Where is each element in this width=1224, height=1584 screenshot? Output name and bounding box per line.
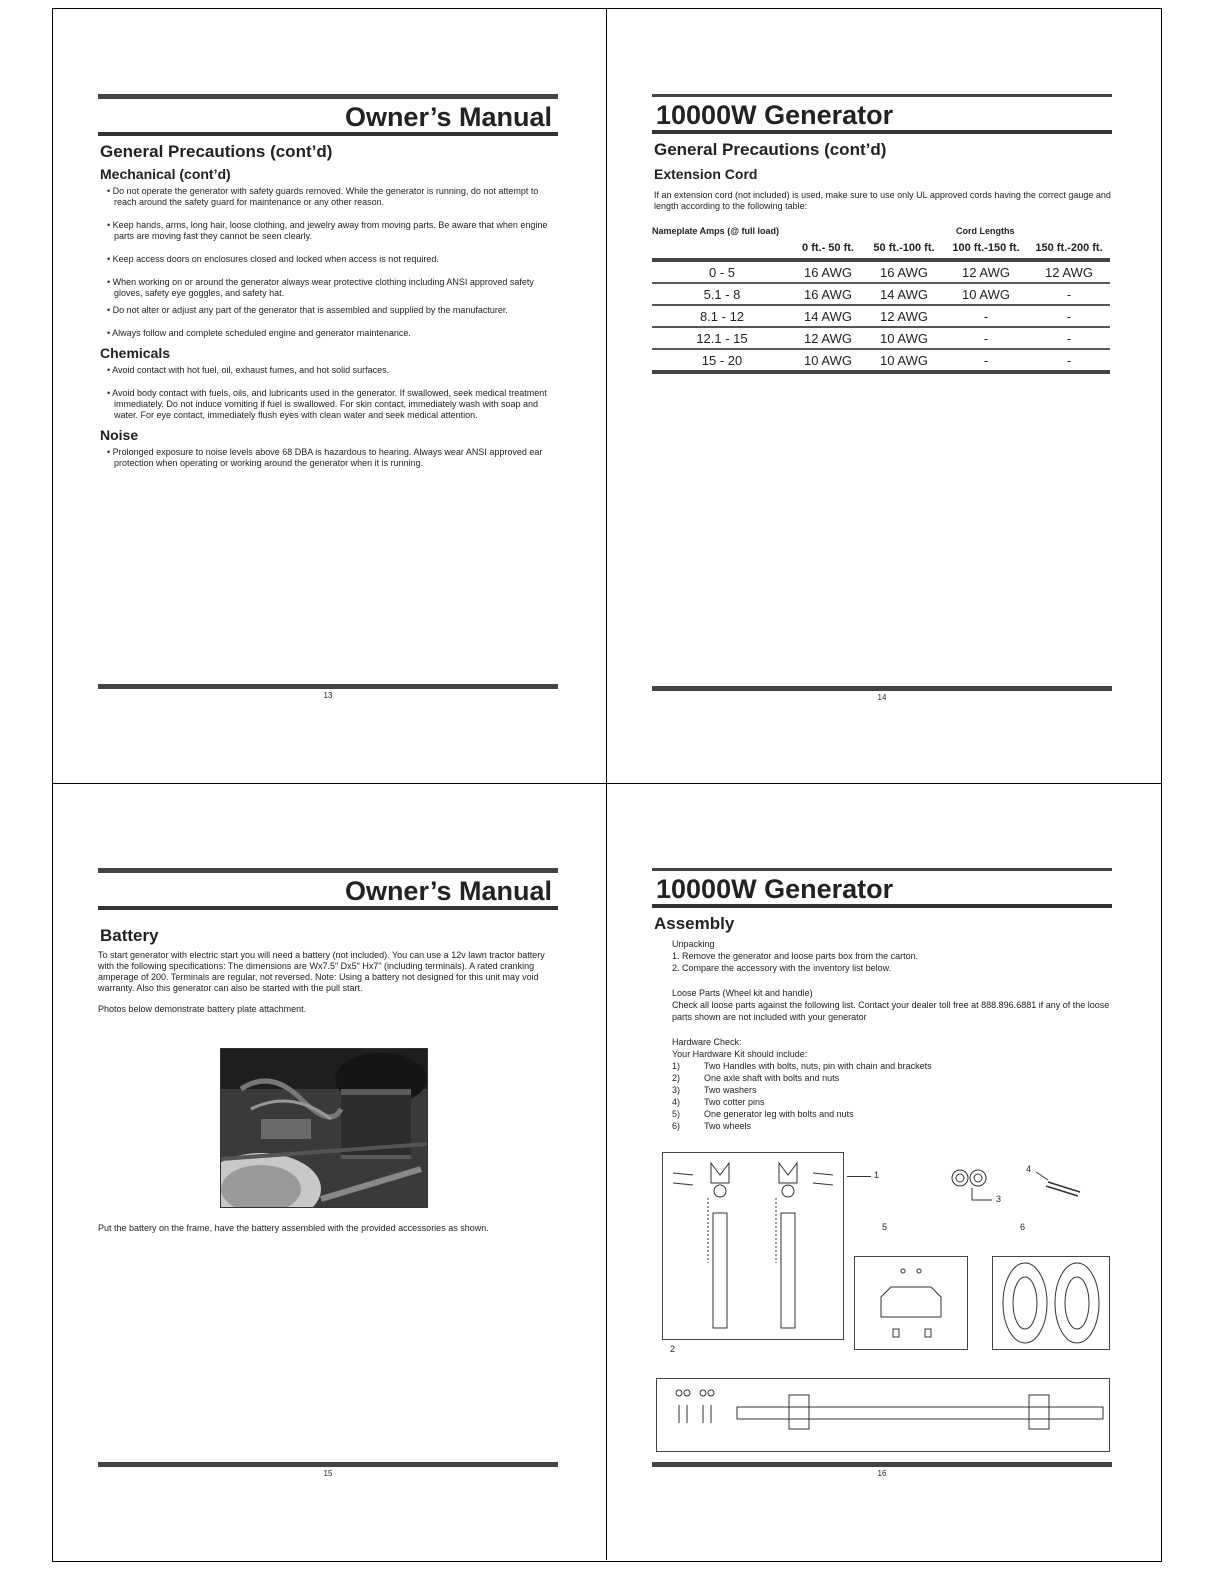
cell: - bbox=[1028, 305, 1110, 327]
col-header: 0 ft.- 50 ft. bbox=[802, 242, 854, 254]
bullet: • Prolonged exposure to noise levels above 68 DBA is hazardous to hearing. Always wear ANSI approved ear protection when operating or working around the generator when it is running. bbox=[107, 447, 543, 468]
cell: - bbox=[1028, 327, 1110, 349]
cord-table bbox=[652, 238, 1110, 374]
figure-label-4: 4 bbox=[1026, 1164, 1032, 1174]
page-header: 10000W Generator bbox=[656, 100, 894, 130]
loose-parts-title: Loose Parts (Wheel kit and handle) bbox=[672, 988, 813, 998]
cell: - bbox=[944, 305, 1028, 327]
hardware-title: Hardware Check: bbox=[672, 1037, 742, 1047]
unpacking-block bbox=[672, 938, 1112, 974]
cell: 16 AWG bbox=[864, 262, 944, 283]
label-line-1 bbox=[847, 1176, 871, 1177]
section-title: Assembly bbox=[654, 914, 735, 933]
battery-text: To start generator with electric start you will need a battery (not included). You can use a 12v lawn tractor battery with the following specifications: The dimensions are Wx7.5" Dx5" Hx7" (including terminals). A rated cranking amperage of 200. Terminals are regular, not reversed. Note: Using a battery not designed for this unit may void warranty. Also this generator can also be started with the pull start. bbox=[98, 950, 545, 993]
page-header: Owner’s Manual bbox=[344, 876, 552, 906]
page-16 bbox=[652, 868, 1112, 1478]
cell: 10 AWG bbox=[880, 352, 928, 368]
figure-label-1: 1 bbox=[874, 1170, 880, 1180]
cell: 10 AWG bbox=[804, 352, 852, 368]
bullet: • Avoid body contact with fuels, oils, and lubricants used in the generator. If swallowed, seek medical treatment immediately. Do not induce vomiting if fuel is swallowed. For skin contact, immediately wash with soap and water. For eye contact, immediately flush eyes with clean water and seek medical attention. bbox=[107, 388, 547, 420]
list-item: 6) Two wheels bbox=[672, 1121, 752, 1131]
bullet: • Avoid contact with hot fuel, oil, exhaust fumes, and hot solid surfaces. bbox=[107, 365, 390, 375]
page-header: 10000W Generator bbox=[656, 874, 894, 904]
figure-label-3: 3 bbox=[996, 1194, 1002, 1204]
washers-icon bbox=[950, 1168, 1000, 1213]
col-header: 100 ft.-150 ft. bbox=[952, 242, 1020, 254]
header-rule bbox=[652, 904, 1112, 908]
cell: 0 - 5 bbox=[652, 262, 792, 283]
section-title: Battery bbox=[100, 926, 159, 945]
cell: 12 AWG bbox=[944, 262, 1028, 283]
unpacking-step: 1. Remove the generator and loose parts box from the carton. bbox=[672, 951, 919, 961]
bullet: • Keep hands, arms, long hair, loose clothing, and jewelry away from moving parts. Be aware that when engine parts are moving fast they cannot be seen clearly. bbox=[107, 220, 548, 241]
cell: 16 AWG bbox=[792, 283, 864, 305]
subsection-extension-cord: Extension Cord bbox=[654, 166, 758, 182]
hardware-block bbox=[672, 1036, 1112, 1132]
subsection-noise: Noise bbox=[100, 427, 139, 443]
cell: - bbox=[944, 327, 1028, 349]
table-header-top bbox=[652, 226, 1112, 238]
page-footer bbox=[652, 1462, 1112, 1478]
col-group-label: Cord Lengths bbox=[956, 226, 1015, 236]
page-number: 13 bbox=[323, 691, 333, 700]
table-row bbox=[652, 327, 1110, 349]
cell: 14 AWG bbox=[792, 305, 864, 327]
table-row bbox=[652, 283, 1110, 305]
cell: - bbox=[1066, 352, 1072, 368]
page-15 bbox=[98, 868, 558, 1478]
bullet: • Do not alter or adjust any part of the generator that is assembled and supplied by the manufacturer. bbox=[107, 305, 508, 315]
col-left-label: Nameplate Amps (@ full load) bbox=[652, 226, 779, 236]
list-item: 3) Two washers bbox=[672, 1085, 757, 1095]
header-rule bbox=[98, 906, 558, 910]
hardware-subtitle: Your Hardware Kit should include: bbox=[672, 1049, 808, 1059]
loose-parts-block bbox=[672, 987, 1112, 1023]
cell: 5.1 - 8 bbox=[652, 283, 792, 305]
col-header: 150 ft.-200 ft. bbox=[1035, 242, 1103, 254]
bullet: • Keep access doors on enclosures closed and locked when access is not required. bbox=[107, 254, 439, 264]
subsection-mechanical: Mechanical (cont’d) bbox=[100, 166, 231, 182]
cell: - bbox=[983, 352, 989, 368]
bullet: • Do not operate the generator with safety guards removed. While the generator is running, do not attempt to reach around the safety guard for maintenance or any other reason. bbox=[107, 186, 539, 207]
handles-diagram bbox=[662, 1152, 844, 1340]
list-item: 1) Two Handles with bolts, nuts, pin with chain and brackets bbox=[672, 1061, 932, 1071]
table-header-row bbox=[652, 238, 1110, 258]
bullet: • When working on or around the generator always wear protective clothing including ANSI approved safety gloves, safety eye goggles, and safety hat. bbox=[107, 277, 534, 298]
page-footer bbox=[98, 684, 558, 700]
cell: 10 AWG bbox=[864, 327, 944, 349]
section-title: General Precautions (cont’d) bbox=[654, 140, 887, 159]
figure-label-2: 2 bbox=[670, 1344, 676, 1354]
intro-text: If an extension cord (not included) is used, make sure to use only UL approved cords having the correct gauge and length according to the following table: bbox=[654, 190, 1111, 211]
cell: 8.1 - 12 bbox=[652, 305, 792, 327]
horizontal-divider bbox=[52, 783, 1162, 784]
bullet: • Always follow and complete scheduled engine and generator maintenance. bbox=[107, 328, 411, 338]
unpacking-title: Unpacking bbox=[672, 939, 715, 949]
generator-leg-diagram bbox=[854, 1256, 968, 1350]
header-rule bbox=[98, 132, 558, 136]
table-row bbox=[652, 305, 1110, 327]
cell: - bbox=[1028, 283, 1110, 305]
page-number: 15 bbox=[323, 1469, 333, 1478]
table-row bbox=[652, 262, 1110, 283]
col-header: 50 ft.-100 ft. bbox=[873, 242, 935, 254]
header-rule bbox=[652, 130, 1112, 134]
wheels-diagram bbox=[992, 1256, 1110, 1350]
page-13 bbox=[98, 94, 558, 704]
page-14 bbox=[652, 94, 1112, 704]
cell: 10 AWG bbox=[944, 283, 1028, 305]
cell: 15 - 20 bbox=[701, 352, 743, 368]
list-item: 4) Two cotter pins bbox=[672, 1097, 765, 1107]
table-row bbox=[652, 349, 1110, 370]
cotter-pins-icon bbox=[1034, 1170, 1084, 1205]
cell: 12 AWG bbox=[792, 327, 864, 349]
vertical-divider bbox=[606, 8, 607, 1560]
page-header: Owner’s Manual bbox=[344, 102, 552, 132]
page-number: 14 bbox=[877, 693, 887, 702]
list-item: 5) One generator leg with bolts and nuts bbox=[672, 1109, 854, 1119]
battery-caption: Put the battery on the frame, have the battery assembled with the provided accessories as shown. bbox=[98, 1223, 489, 1233]
cell: 16 AWG bbox=[792, 262, 864, 283]
page-number: 16 bbox=[877, 1469, 887, 1478]
loose-parts-text: Check all loose parts against the following list. Contact your dealer toll free at 888.896.6881 if any of the loose parts shown are not included with your generator bbox=[672, 1000, 1110, 1022]
photos-note: Photos below demonstrate battery plate attachment. bbox=[98, 1004, 307, 1014]
unpacking-step: 2. Compare the accessory with the inventory list below. bbox=[672, 963, 892, 973]
figure-label-5: 5 bbox=[882, 1222, 888, 1232]
page-footer bbox=[98, 1462, 558, 1478]
figure-label-6: 6 bbox=[1020, 1222, 1026, 1232]
list-item: 2) One axle shaft with bolts and nuts bbox=[672, 1073, 840, 1083]
battery-photo bbox=[220, 1048, 428, 1208]
page-footer bbox=[652, 686, 1112, 702]
section-title: General Precautions (cont’d) bbox=[100, 142, 333, 161]
cell: 14 AWG bbox=[864, 283, 944, 305]
subsection-chemicals: Chemicals bbox=[100, 345, 171, 361]
axle-diagram bbox=[656, 1378, 1110, 1452]
cell: 12 AWG bbox=[864, 305, 944, 327]
cell: 12.1 - 15 bbox=[652, 327, 792, 349]
cell: 12 AWG bbox=[1028, 262, 1110, 283]
